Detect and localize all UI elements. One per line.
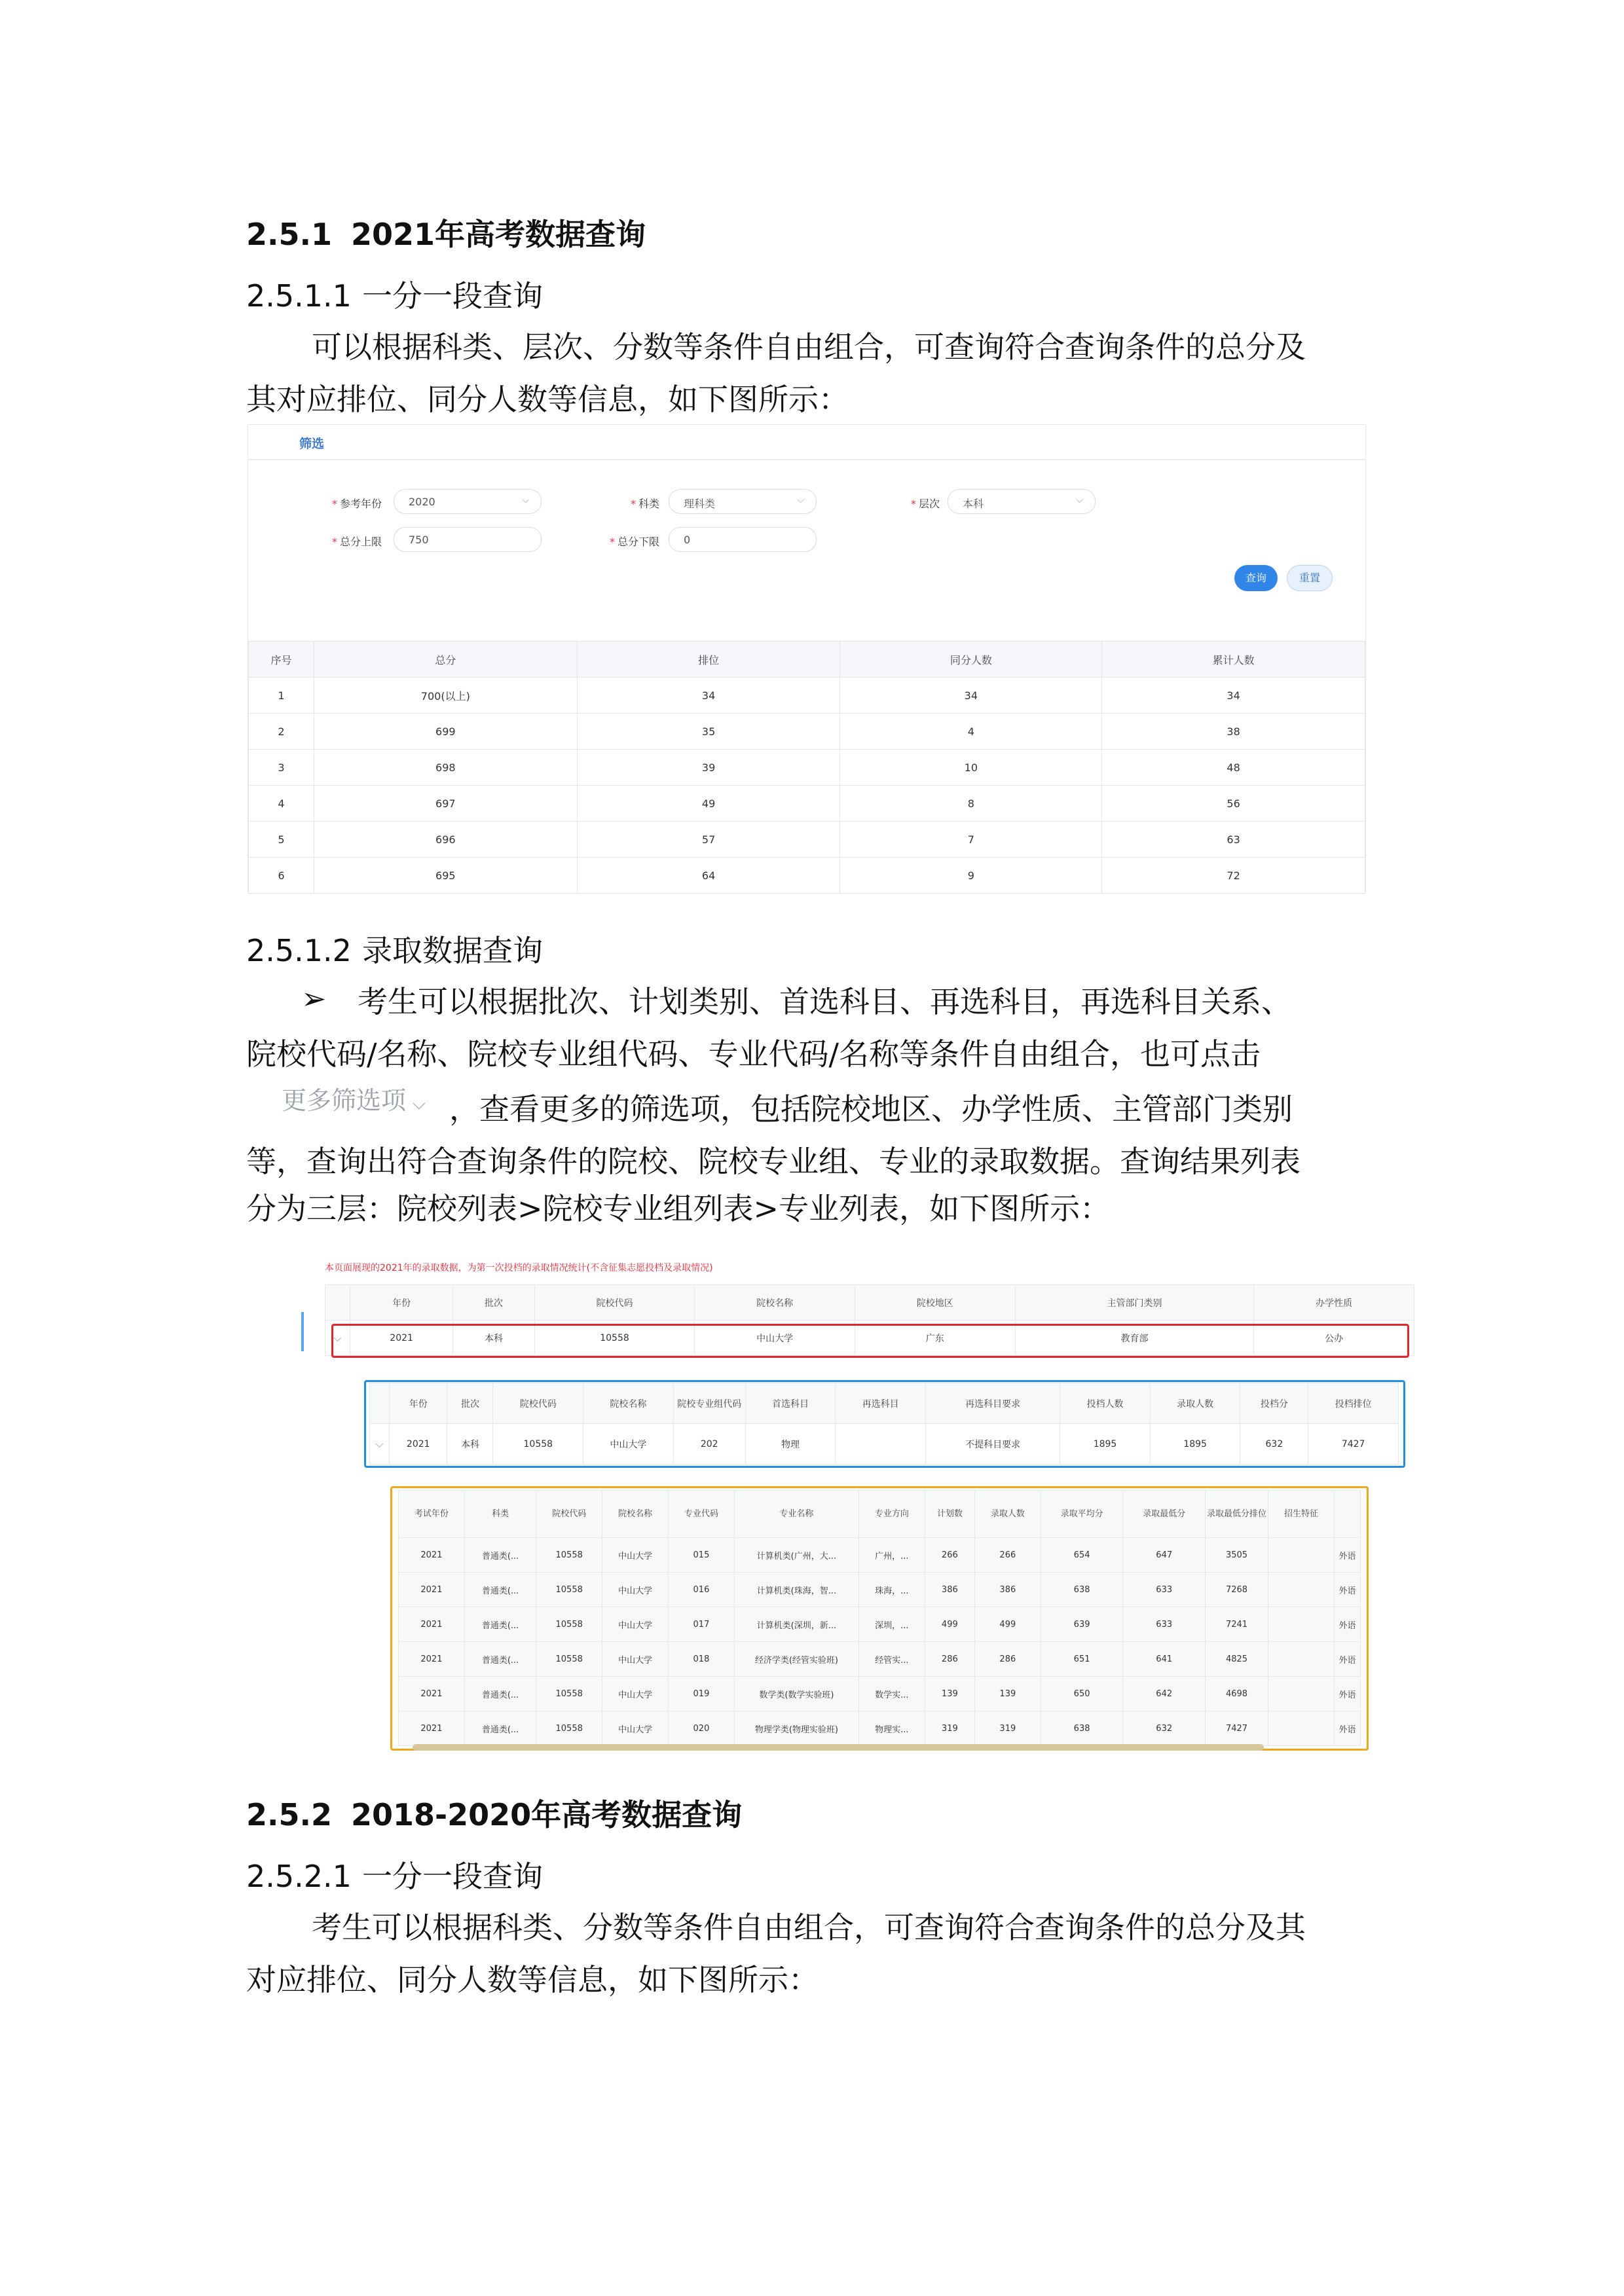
table-cell: 普通类(...: [464, 1711, 536, 1746]
table-cell: 139: [925, 1677, 974, 1711]
table-cell: 经管实...: [858, 1642, 925, 1677]
table-cell: 647: [1123, 1538, 1206, 1573]
table-cell: 1: [249, 678, 314, 714]
heading-number: 2.5.2: [246, 1797, 332, 1832]
table-cell: 4825: [1206, 1642, 1268, 1677]
paragraph-line: 考生可以根据批次、计划类别、首选科目、再选科目，再选科目关系、: [358, 984, 1291, 1019]
column-header: 再选科目: [836, 1383, 926, 1424]
table-cell: 38: [1102, 714, 1365, 750]
table-cell: 外语: [1335, 1607, 1361, 1642]
table-cell: 650: [1041, 1677, 1123, 1711]
table-cell: 2021: [350, 1321, 453, 1356]
table-cell: 外语: [1335, 1642, 1361, 1677]
table-cell: 7427: [1308, 1424, 1399, 1465]
table-cell: 普通类(...: [464, 1642, 536, 1677]
table-cell: 2021: [390, 1424, 447, 1465]
table-cell: 中山大学: [602, 1607, 669, 1642]
table-cell: 4698: [1206, 1677, 1268, 1711]
table-cell: 698: [314, 750, 577, 786]
column-header: 院校名称: [602, 1491, 669, 1538]
table-cell: 64: [577, 858, 840, 894]
table-cell: 34: [577, 678, 840, 714]
chevron-down-icon: ⌵: [413, 1094, 426, 1114]
table-cell: 696: [314, 822, 577, 858]
heading-2-5-1-1: [246, 272, 543, 316]
table-cell: 中山大学: [602, 1573, 669, 1607]
table-cell: 48: [1102, 750, 1365, 786]
table-cell: 计算机类(深圳，新...: [734, 1607, 858, 1642]
score-table: [248, 641, 1365, 894]
chevron-down-icon: ⌵: [1076, 495, 1083, 505]
paragraph-line: 可以根据科类、层次、分数等条件自由组合，可查询符合查询条件的总分及: [312, 329, 1306, 365]
table-cell: 642: [1123, 1677, 1206, 1711]
column-header: 累计人数: [1102, 642, 1365, 678]
table-cell: 8: [840, 786, 1102, 822]
table-cell: 2021: [399, 1538, 465, 1573]
filter-title: 筛选: [299, 437, 325, 451]
table-cell: 632: [1240, 1424, 1308, 1465]
chevron-down-icon: ⌵: [797, 495, 804, 505]
chevron-down-icon: ⌵: [522, 495, 529, 505]
column-header: 序号: [249, 642, 314, 678]
table-cell: 4: [249, 786, 314, 822]
table-cell: 49: [577, 786, 840, 822]
heading-number: 2.5.1: [246, 217, 332, 252]
table-cell: 公办: [1254, 1321, 1414, 1356]
table-cell: 中山大学: [602, 1711, 669, 1746]
paragraph-2-cont: [246, 1083, 1379, 1235]
table-cell: 7: [840, 822, 1102, 858]
column-header: 同分人数: [840, 642, 1102, 678]
column-header: 总分: [314, 642, 577, 678]
table-row: [249, 750, 1365, 786]
table-cell: 计算机类(广州，大...: [734, 1538, 858, 1573]
table-cell: 1895: [1150, 1424, 1240, 1465]
column-header: 科类: [464, 1491, 536, 1538]
column-header: 年份: [390, 1383, 447, 1424]
heading-number: 2.5.2.1: [246, 1859, 352, 1894]
table-cell: 数学实...: [858, 1677, 925, 1711]
table-cell: 10558: [536, 1607, 602, 1642]
column-header: 考试年份: [399, 1491, 465, 1538]
paragraph-line: 等，查询出符合查询条件的院校、院校专业组、专业的录取数据。查询结果列表: [246, 1144, 1301, 1179]
column-header: 年份: [350, 1285, 453, 1321]
table-cell: 普通类(...: [464, 1677, 536, 1711]
column-header: 办学性质: [1254, 1285, 1414, 1321]
bullet-arrow-icon: ➢: [301, 981, 327, 1016]
table-cell: 物理: [745, 1424, 836, 1465]
table-cell: 019: [669, 1677, 735, 1711]
heading-title: 一分一段查询: [361, 278, 543, 314]
year-label: * 参考年份: [332, 498, 382, 510]
table-cell: 266: [974, 1538, 1041, 1573]
table-cell: 286: [974, 1642, 1041, 1677]
table-cell: 016: [669, 1573, 735, 1607]
table-cell: 2021: [399, 1573, 465, 1607]
table-cell: 本科: [453, 1321, 534, 1356]
column-header: 批次: [453, 1285, 534, 1321]
table-cell: 632: [1123, 1711, 1206, 1746]
table-cell: 6: [249, 858, 314, 894]
column-header: 录取平均分: [1041, 1491, 1123, 1538]
column-header: 院校地区: [855, 1285, 1015, 1321]
table-cell: 物理学类(物理实验班): [734, 1711, 858, 1746]
table-cell: 2021: [399, 1711, 465, 1746]
table-cell: 641: [1123, 1642, 1206, 1677]
table-cell: 56: [1102, 786, 1365, 822]
table-cell: 中山大学: [602, 1642, 669, 1677]
heading-number: 2.5.1.1: [246, 278, 352, 314]
table-cell: 普通类(...: [464, 1538, 536, 1573]
heading-2-5-1-2: [246, 927, 543, 970]
table-cell: 018: [669, 1642, 735, 1677]
subject-label: * 科类: [631, 498, 660, 510]
table-header-row: [249, 642, 1365, 678]
paragraph-line: 考生可以根据科类、分数等条件自由组合，可查询符合查询条件的总分及其: [312, 1910, 1306, 1945]
column-header: 录取最低分排位: [1206, 1491, 1268, 1538]
table-cell: 不提科目要求: [925, 1424, 1060, 1465]
table-cell: 10: [840, 750, 1102, 786]
column-header: 首选科目: [745, 1383, 836, 1424]
notice-text: 本页面展现的2021年的录取数据，为第一次投档的录取情况统计(不含征集志愿投档及录取情况): [325, 1263, 713, 1273]
score-segment-screenshot: [248, 424, 1366, 892]
table-cell: 物理实...: [858, 1711, 925, 1746]
column-header: 专业代码: [669, 1491, 735, 1538]
table-cell: 72: [1102, 858, 1365, 894]
heading-2-5-2-1: [246, 1853, 543, 1896]
horizontal-scrollbar[interactable]: [413, 1744, 1264, 1751]
major-table-highlight: [390, 1486, 1369, 1751]
table-cell: 386: [925, 1573, 974, 1607]
table-row: [249, 858, 1365, 894]
table-cell: 2021: [399, 1642, 465, 1677]
column-header: 计划数: [925, 1491, 974, 1538]
table-cell: 外语: [1335, 1573, 1361, 1607]
column-header: 录取人数: [974, 1491, 1041, 1538]
level-label: * 层次: [911, 498, 940, 510]
table-cell: 普通类(...: [464, 1573, 536, 1607]
table-cell: 34: [840, 678, 1102, 714]
paragraph-line: 院校代码/名称、院校专业组代码、专业代码/名称等条件自由组合，也可点击: [246, 1036, 1261, 1072]
table-cell: 10558: [536, 1677, 602, 1711]
min-score-input[interactable]: 0: [669, 527, 817, 552]
column-header: 主管部门类别: [1015, 1285, 1254, 1321]
table-cell: 2021: [399, 1677, 465, 1711]
table-row: [249, 714, 1365, 750]
query-button[interactable]: 查询: [1234, 565, 1278, 591]
table-cell: 计算机类(珠海，智...: [734, 1573, 858, 1607]
table-cell: 外语: [1335, 1538, 1361, 1573]
table-cell: 1895: [1060, 1424, 1151, 1465]
table-cell: 35: [577, 714, 840, 750]
table-cell: 139: [974, 1677, 1041, 1711]
table-cell: 202: [673, 1424, 745, 1465]
table-cell: 2021: [399, 1607, 465, 1642]
max-score-input[interactable]: 750: [394, 527, 542, 552]
table-cell: 319: [925, 1711, 974, 1746]
admission-data-screenshot: [301, 1247, 1424, 1758]
level-select[interactable]: 本科 ⌵: [948, 489, 1096, 514]
table-cell: 中山大学: [602, 1538, 669, 1573]
table-cell: 10558: [536, 1573, 602, 1607]
min-score-label: * 总分下限: [610, 536, 660, 548]
column-header: 院校代码: [493, 1383, 583, 1424]
table-cell: 7427: [1206, 1711, 1268, 1746]
divider: [248, 459, 1365, 460]
table-row: [249, 786, 1365, 822]
table-cell: 9: [840, 858, 1102, 894]
paragraph-line: ，查看更多的筛选项，包括院校地区、办学性质、主管部门类别: [449, 1091, 1293, 1127]
table-cell: 286: [925, 1642, 974, 1677]
table-cell: 2: [249, 714, 314, 750]
table-cell: 7268: [1206, 1573, 1268, 1607]
heading-2-5-1: [246, 211, 646, 254]
table-cell: 广州，...: [858, 1538, 925, 1573]
table-cell: 深圳，...: [858, 1607, 925, 1642]
column-header: 院校名称: [583, 1383, 674, 1424]
column-header: 专业方向: [858, 1491, 925, 1538]
column-header: 录取最低分: [1123, 1491, 1206, 1538]
table-cell: 10558: [536, 1538, 602, 1573]
heading-number: 2.5.1.2: [246, 933, 352, 968]
table-cell: 广东: [855, 1321, 1015, 1356]
table-cell: 266: [925, 1538, 974, 1573]
column-header: 投档分: [1240, 1383, 1308, 1424]
heading-title: 2021年高考数据查询: [351, 217, 646, 252]
paragraph-3: [246, 1901, 1379, 2006]
more-filter-label: 更多筛选项: [282, 1086, 407, 1115]
heading-title: 2018-2020年高考数据查询: [351, 1797, 743, 1832]
table-cell: 10558: [536, 1642, 602, 1677]
table-cell: 中山大学: [695, 1321, 855, 1356]
paragraph-1: [246, 321, 1379, 426]
table-cell: 700(以上): [314, 678, 577, 714]
expand-icon[interactable]: ⌵: [333, 1331, 342, 1344]
table-cell: 教育部: [1015, 1321, 1254, 1356]
table-cell: 015: [669, 1538, 735, 1573]
table-cell: 654: [1041, 1538, 1123, 1573]
table-row: [249, 822, 1365, 858]
column-header: 院校代码: [536, 1491, 602, 1538]
table-cell: 633: [1123, 1607, 1206, 1642]
filter-panel: [248, 425, 1365, 661]
column-header: 招生特征: [1268, 1491, 1335, 1538]
table-cell: 697: [314, 786, 577, 822]
school-row-highlight: [331, 1324, 1409, 1358]
table-cell: 651: [1041, 1642, 1123, 1677]
column-header: 录取人数: [1150, 1383, 1240, 1424]
column-header: 院校专业组代码: [673, 1383, 745, 1424]
table-cell: 外语: [1335, 1677, 1361, 1711]
column-header: 再选科目要求: [925, 1383, 1060, 1424]
major-group-highlight: [364, 1380, 1405, 1468]
table-cell: 经济学类(经管实验班): [734, 1642, 858, 1677]
heading-title: 录取数据查询: [361, 933, 543, 968]
table-cell: 珠海，...: [858, 1573, 925, 1607]
paragraph-line: 分为三层：院校列表>院校专业组列表>专业列表，如下图所示：: [246, 1191, 1111, 1226]
table-cell: 386: [974, 1573, 1041, 1607]
table-cell: 10558: [534, 1321, 695, 1356]
table-cell: 3: [249, 750, 314, 786]
table-cell: 4: [840, 714, 1102, 750]
heading-title: 一分一段查询: [361, 1859, 543, 1894]
table-cell: 639: [1041, 1607, 1123, 1642]
column-header: 院校代码: [534, 1285, 695, 1321]
heading-2-5-2: [246, 1791, 742, 1834]
column-header: 排位: [577, 642, 840, 678]
table-cell: 020: [669, 1711, 735, 1746]
reset-button[interactable]: 重置: [1287, 565, 1333, 591]
table-cell: 外语: [1335, 1711, 1361, 1746]
table-cell: 3505: [1206, 1538, 1268, 1573]
table-cell: 319: [974, 1711, 1041, 1746]
year-select[interactable]: 2020 ⌵: [394, 489, 542, 514]
table-cell: 34: [1102, 678, 1365, 714]
paragraph-line: 其对应排位、同分人数等信息，如下图所示：: [246, 382, 849, 417]
table-cell: 017: [669, 1607, 735, 1642]
column-header: 投档人数: [1060, 1383, 1151, 1424]
table-cell: 普通类(...: [464, 1607, 536, 1642]
table-cell: 638: [1041, 1573, 1123, 1607]
max-score-label: * 总分上限: [332, 536, 382, 548]
table-header-row: [325, 1285, 1414, 1321]
table-cell: 499: [925, 1607, 974, 1642]
table-cell: 10558: [493, 1424, 583, 1465]
scroll-indicator: [301, 1312, 304, 1351]
table-cell: 57: [577, 822, 840, 858]
column-header: 院校名称: [695, 1285, 855, 1321]
table-cell: 中山大学: [602, 1677, 669, 1711]
column-header: 投档排位: [1308, 1383, 1399, 1424]
paragraph-line: 对应排位、同分人数等信息，如下图所示：: [246, 1962, 819, 1997]
table-cell: 63: [1102, 822, 1365, 858]
table-cell: 中山大学: [583, 1424, 674, 1465]
table-cell: 7241: [1206, 1607, 1268, 1642]
table-cell: 39: [577, 750, 840, 786]
table-cell: 699: [314, 714, 577, 750]
table-cell: 638: [1041, 1711, 1123, 1746]
table-cell: 10558: [536, 1711, 602, 1746]
expand-icon[interactable]: ⌵: [375, 1437, 384, 1450]
paragraph-2: [246, 975, 1379, 1080]
table-cell: 499: [974, 1607, 1041, 1642]
table-row: [249, 678, 1365, 714]
table-cell: 本科: [447, 1424, 493, 1465]
subject-select[interactable]: 理科类 ⌵: [669, 489, 817, 514]
table-cell: 数学类(数学实验班): [734, 1677, 858, 1711]
column-header: 专业名称: [734, 1491, 858, 1538]
table-cell: 695: [314, 858, 577, 894]
column-header: 批次: [447, 1383, 493, 1424]
table-cell: 633: [1123, 1573, 1206, 1607]
table-cell: 5: [249, 822, 314, 858]
